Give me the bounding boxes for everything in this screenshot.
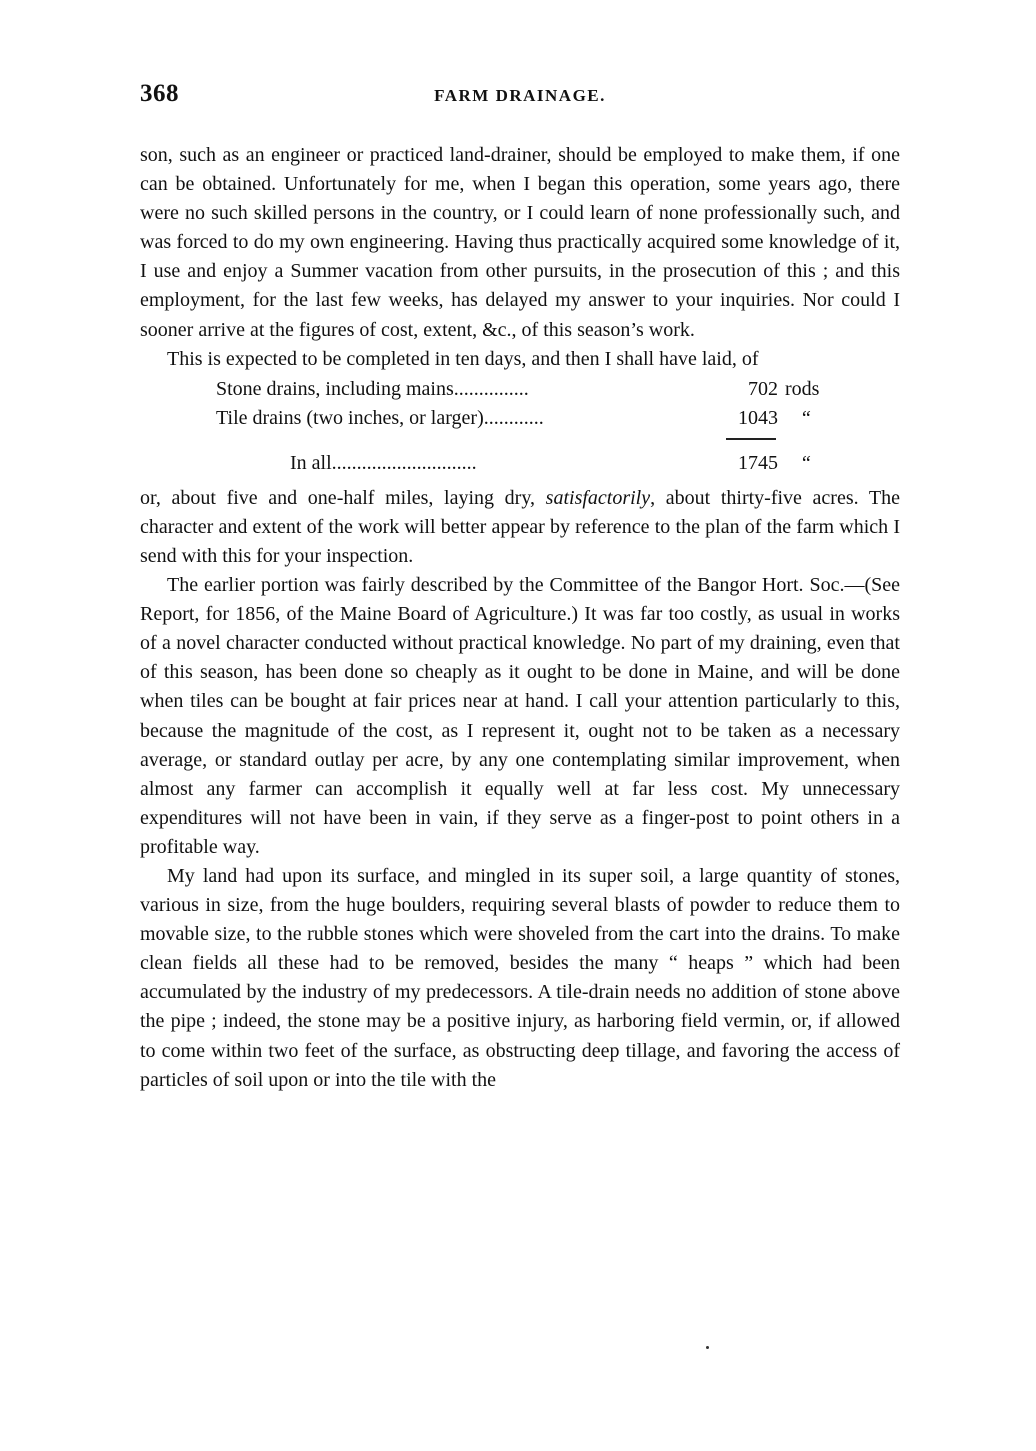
row-value: 702 xyxy=(748,377,778,400)
ink-speck xyxy=(706,1346,709,1349)
paragraph-4: The earlier portion was fairly described by the Committee of the Bangor Hort. Soc.—(See Report, for 1856, of the Maine Board of Agriculture.) It was far too costly, as usual in works of a novel character conducted without practical knowledge. No part of my draining, even that of this season, has been done so cheaply as it ought to be done in Maine, and will be done when tiles can be bought at fair prices near at hand. I call your attention particularly to this, because the magnitude of the cost, as I represent it, ought not to be taken as a necessary average, or standard outlay per acre, by any one contemplating similar improvement, when almost any farmer can accomplish it equally well at far less cost. My unnecessary expenditures will not have been in vain, if they serve as a finger-post to point others in a profitable way. xyxy=(140,574,900,858)
sum-rule xyxy=(726,438,776,440)
running-title: FARM DRAINAGE. xyxy=(434,86,606,105)
table-row-tile-drains xyxy=(140,403,900,433)
table-row-total xyxy=(140,448,900,478)
paragraph-3-end: , about thirty-five acres. The character and extent of the work will better appear by reference to the plan of the farm which I send with this for your inspection. xyxy=(140,486,900,567)
drain-table xyxy=(140,374,900,484)
total-unit-ditto: “ xyxy=(800,451,812,474)
row-unit-ditto: “ xyxy=(800,406,812,429)
paragraph-1: son, such as an engineer or practiced land-drainer, should be employed to make them, if one can be obtained. Unfortunately for me, when I began this operation, some years ago, there were no such skilled persons in the country, or I could learn of none professionally such, and was forced to do my own engineering. Having thus practically acquired some knowledge of it, I use and enjoy a Summer vacation from other pursuits, in the prosecution of this ; and this employment, for the last few weeks, has delayed my answer to your inquiries. Nor could I sooner arrive at the figures of cost, extent, &c., of this season’s work. xyxy=(140,144,900,341)
row-label: Stone drains, including mains............... xyxy=(216,377,529,400)
paragraph-3 xyxy=(140,484,900,571)
paragraph-5: My land had upon its surface, and mingled in its super soil, a large quantity of stones, various in size, from the huge boulders, requiring several blasts of powder to reduce them to movable size, to the rubble stones which were shoveled from the cart into the drains. To make clean fields all these had to be removed, besides the many “ heaps ” which had been accumulated by the industry of my predecessors. A tile-drain needs no addition of stone above the pipe ; indeed, the stone may be a positive injury, as harboring field vermin, or, if allowed to come within two feet of the surface, as obstructing deep tillage, and favoring the access of particles of soil upon or into the tile with the xyxy=(140,864,900,1091)
paragraph-3-start: or, about five and one-half miles, laying dry, xyxy=(140,486,546,509)
row-value: 1043 xyxy=(738,406,778,429)
row-label: Tile drains (two inches, or larger)............ xyxy=(216,406,544,429)
total-value: 1745 xyxy=(738,451,778,474)
page-header xyxy=(140,80,900,116)
paragraph-2: This is expected to be completed in ten days, and then I shall have laid, of xyxy=(167,347,759,370)
total-label: In all............................. xyxy=(290,451,477,474)
row-unit: rods xyxy=(785,377,820,400)
body-text xyxy=(140,141,900,1095)
table-row-stone-drains xyxy=(140,374,900,404)
paragraph-3-emphasis: satisfactorily xyxy=(545,486,651,509)
page-number: 368 xyxy=(140,80,179,107)
